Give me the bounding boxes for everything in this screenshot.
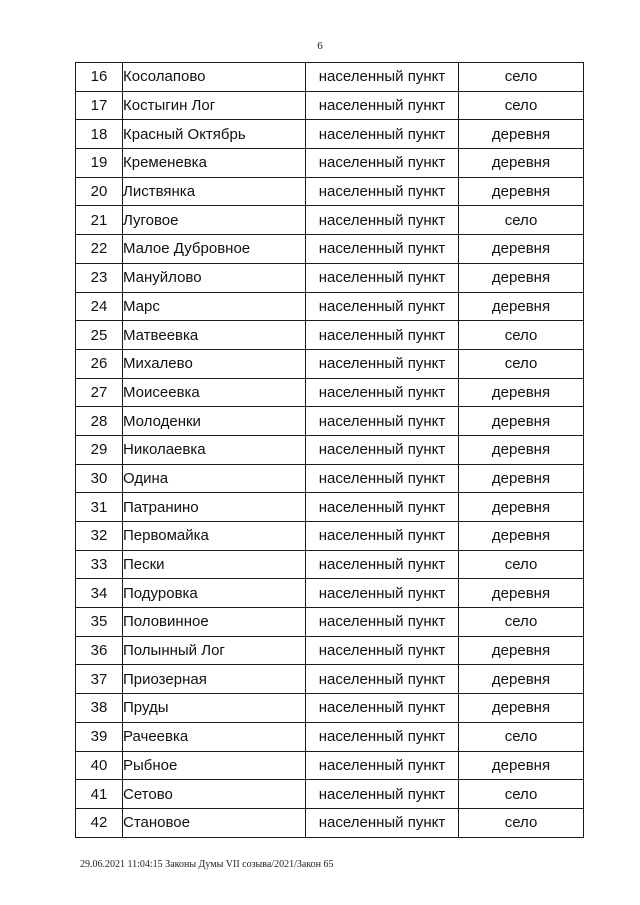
table-row	[76, 493, 584, 522]
table-body	[76, 63, 584, 838]
table-row	[76, 321, 584, 350]
settlement-name-cell: Рачеевка	[123, 722, 306, 751]
table-row	[76, 636, 584, 665]
settlement-type-cell: деревня	[459, 751, 584, 780]
row-number-cell: 22	[76, 235, 123, 264]
settlement-name-cell: Подуровка	[123, 579, 306, 608]
settlement-name-cell: Патранино	[123, 493, 306, 522]
settlement-type-cell: село	[459, 321, 584, 350]
settlement-type-cell: деревня	[459, 235, 584, 264]
settlement-kind-cell: населенный пункт	[306, 493, 459, 522]
settlement-kind-cell: населенный пункт	[306, 206, 459, 235]
settlement-name-cell: Сетово	[123, 780, 306, 809]
settlement-name-cell: Моисеевка	[123, 378, 306, 407]
settlement-type-cell: деревня	[459, 263, 584, 292]
row-number-cell: 39	[76, 722, 123, 751]
settlement-type-cell: деревня	[459, 522, 584, 551]
settlement-name-cell: Становое	[123, 808, 306, 837]
settlement-name-cell: Мануйлово	[123, 263, 306, 292]
table-row	[76, 694, 584, 723]
row-number-cell: 25	[76, 321, 123, 350]
settlement-kind-cell: населенный пункт	[306, 579, 459, 608]
table-row	[76, 464, 584, 493]
settlement-kind-cell: населенный пункт	[306, 608, 459, 637]
row-number-cell: 37	[76, 665, 123, 694]
table-row	[76, 579, 584, 608]
settlements-table	[75, 62, 584, 838]
settlement-kind-cell: населенный пункт	[306, 263, 459, 292]
settlement-type-cell: село	[459, 91, 584, 120]
settlement-type-cell: село	[459, 808, 584, 837]
settlement-name-cell: Малое Дубровное	[123, 235, 306, 264]
row-number-cell: 18	[76, 120, 123, 149]
settlement-type-cell: деревня	[459, 694, 584, 723]
row-number-cell: 16	[76, 63, 123, 92]
table-row	[76, 722, 584, 751]
settlement-name-cell: Костыгин Лог	[123, 91, 306, 120]
settlement-kind-cell: населенный пункт	[306, 120, 459, 149]
settlement-name-cell: Одина	[123, 464, 306, 493]
settlement-kind-cell: населенный пункт	[306, 63, 459, 92]
settlement-kind-cell: населенный пункт	[306, 780, 459, 809]
settlement-kind-cell: населенный пункт	[306, 464, 459, 493]
table-row	[76, 665, 584, 694]
row-number-cell: 24	[76, 292, 123, 321]
settlement-kind-cell: населенный пункт	[306, 349, 459, 378]
settlement-type-cell: деревня	[459, 464, 584, 493]
table-row	[76, 292, 584, 321]
row-number-cell: 42	[76, 808, 123, 837]
settlement-kind-cell: населенный пункт	[306, 636, 459, 665]
settlement-type-cell: село	[459, 780, 584, 809]
settlement-kind-cell: населенный пункт	[306, 407, 459, 436]
settlement-kind-cell: населенный пункт	[306, 751, 459, 780]
settlement-name-cell: Николаевка	[123, 435, 306, 464]
settlement-kind-cell: населенный пункт	[306, 177, 459, 206]
settlement-type-cell: село	[459, 206, 584, 235]
table-row	[76, 206, 584, 235]
settlement-name-cell: Полынный Лог	[123, 636, 306, 665]
settlement-kind-cell: населенный пункт	[306, 522, 459, 551]
row-number-cell: 32	[76, 522, 123, 551]
row-number-cell: 26	[76, 349, 123, 378]
settlement-kind-cell: населенный пункт	[306, 91, 459, 120]
settlement-type-cell: деревня	[459, 493, 584, 522]
settlement-kind-cell: населенный пункт	[306, 694, 459, 723]
row-number-cell: 38	[76, 694, 123, 723]
table-row	[76, 550, 584, 579]
page-number: 6	[317, 40, 323, 52]
settlement-name-cell: Косолапово	[123, 63, 306, 92]
settlement-kind-cell: населенный пункт	[306, 722, 459, 751]
settlement-kind-cell: населенный пункт	[306, 435, 459, 464]
row-number-cell: 40	[76, 751, 123, 780]
table-row	[76, 780, 584, 809]
settlement-type-cell: село	[459, 722, 584, 751]
footer-text: 29.06.2021 11:04:15 Законы Думы VII созыва/2021/Закон 65	[80, 859, 334, 870]
settlement-type-cell: деревня	[459, 579, 584, 608]
settlement-type-cell: деревня	[459, 120, 584, 149]
settlement-type-cell: село	[459, 349, 584, 378]
table-row	[76, 149, 584, 178]
row-number-cell: 17	[76, 91, 123, 120]
table-row	[76, 120, 584, 149]
settlement-kind-cell: населенный пункт	[306, 321, 459, 350]
table-row	[76, 235, 584, 264]
table-row	[76, 378, 584, 407]
row-number-cell: 21	[76, 206, 123, 235]
row-number-cell: 34	[76, 579, 123, 608]
settlement-name-cell: Пруды	[123, 694, 306, 723]
settlement-type-cell: село	[459, 550, 584, 579]
row-number-cell: 31	[76, 493, 123, 522]
table-row	[76, 63, 584, 92]
settlement-type-cell: деревня	[459, 435, 584, 464]
settlement-kind-cell: населенный пункт	[306, 550, 459, 579]
settlement-name-cell: Михалево	[123, 349, 306, 378]
settlement-type-cell: деревня	[459, 636, 584, 665]
settlement-kind-cell: населенный пункт	[306, 808, 459, 837]
table-row	[76, 808, 584, 837]
settlement-type-cell: село	[459, 63, 584, 92]
row-number-cell: 20	[76, 177, 123, 206]
settlement-name-cell: Первомайка	[123, 522, 306, 551]
settlement-type-cell: село	[459, 608, 584, 637]
row-number-cell: 28	[76, 407, 123, 436]
row-number-cell: 23	[76, 263, 123, 292]
settlement-type-cell: деревня	[459, 292, 584, 321]
settlement-type-cell: деревня	[459, 177, 584, 206]
settlement-name-cell: Молоденки	[123, 407, 306, 436]
settlement-kind-cell: населенный пункт	[306, 378, 459, 407]
settlement-name-cell: Матвеевка	[123, 321, 306, 350]
table-row	[76, 751, 584, 780]
settlement-kind-cell: населенный пункт	[306, 292, 459, 321]
settlement-name-cell: Луговое	[123, 206, 306, 235]
row-number-cell: 36	[76, 636, 123, 665]
settlement-kind-cell: населенный пункт	[306, 665, 459, 694]
settlement-kind-cell: населенный пункт	[306, 235, 459, 264]
settlement-name-cell: Рыбное	[123, 751, 306, 780]
settlement-name-cell: Листвянка	[123, 177, 306, 206]
settlement-name-cell: Половинное	[123, 608, 306, 637]
table-row	[76, 435, 584, 464]
settlement-type-cell: деревня	[459, 407, 584, 436]
settlement-type-cell: деревня	[459, 665, 584, 694]
settlement-name-cell: Марс	[123, 292, 306, 321]
table-row	[76, 608, 584, 637]
settlement-kind-cell: населенный пункт	[306, 149, 459, 178]
row-number-cell: 30	[76, 464, 123, 493]
table-row	[76, 349, 584, 378]
settlement-type-cell: деревня	[459, 149, 584, 178]
settlement-name-cell: Кременевка	[123, 149, 306, 178]
settlement-type-cell: деревня	[459, 378, 584, 407]
table-row	[76, 263, 584, 292]
settlement-name-cell: Пески	[123, 550, 306, 579]
settlement-name-cell: Приозерная	[123, 665, 306, 694]
settlement-name-cell: Красный Октябрь	[123, 120, 306, 149]
row-number-cell: 29	[76, 435, 123, 464]
row-number-cell: 41	[76, 780, 123, 809]
row-number-cell: 19	[76, 149, 123, 178]
row-number-cell: 35	[76, 608, 123, 637]
table-row	[76, 407, 584, 436]
table-row	[76, 177, 584, 206]
table-row	[76, 91, 584, 120]
row-number-cell: 33	[76, 550, 123, 579]
row-number-cell: 27	[76, 378, 123, 407]
table-row	[76, 522, 584, 551]
